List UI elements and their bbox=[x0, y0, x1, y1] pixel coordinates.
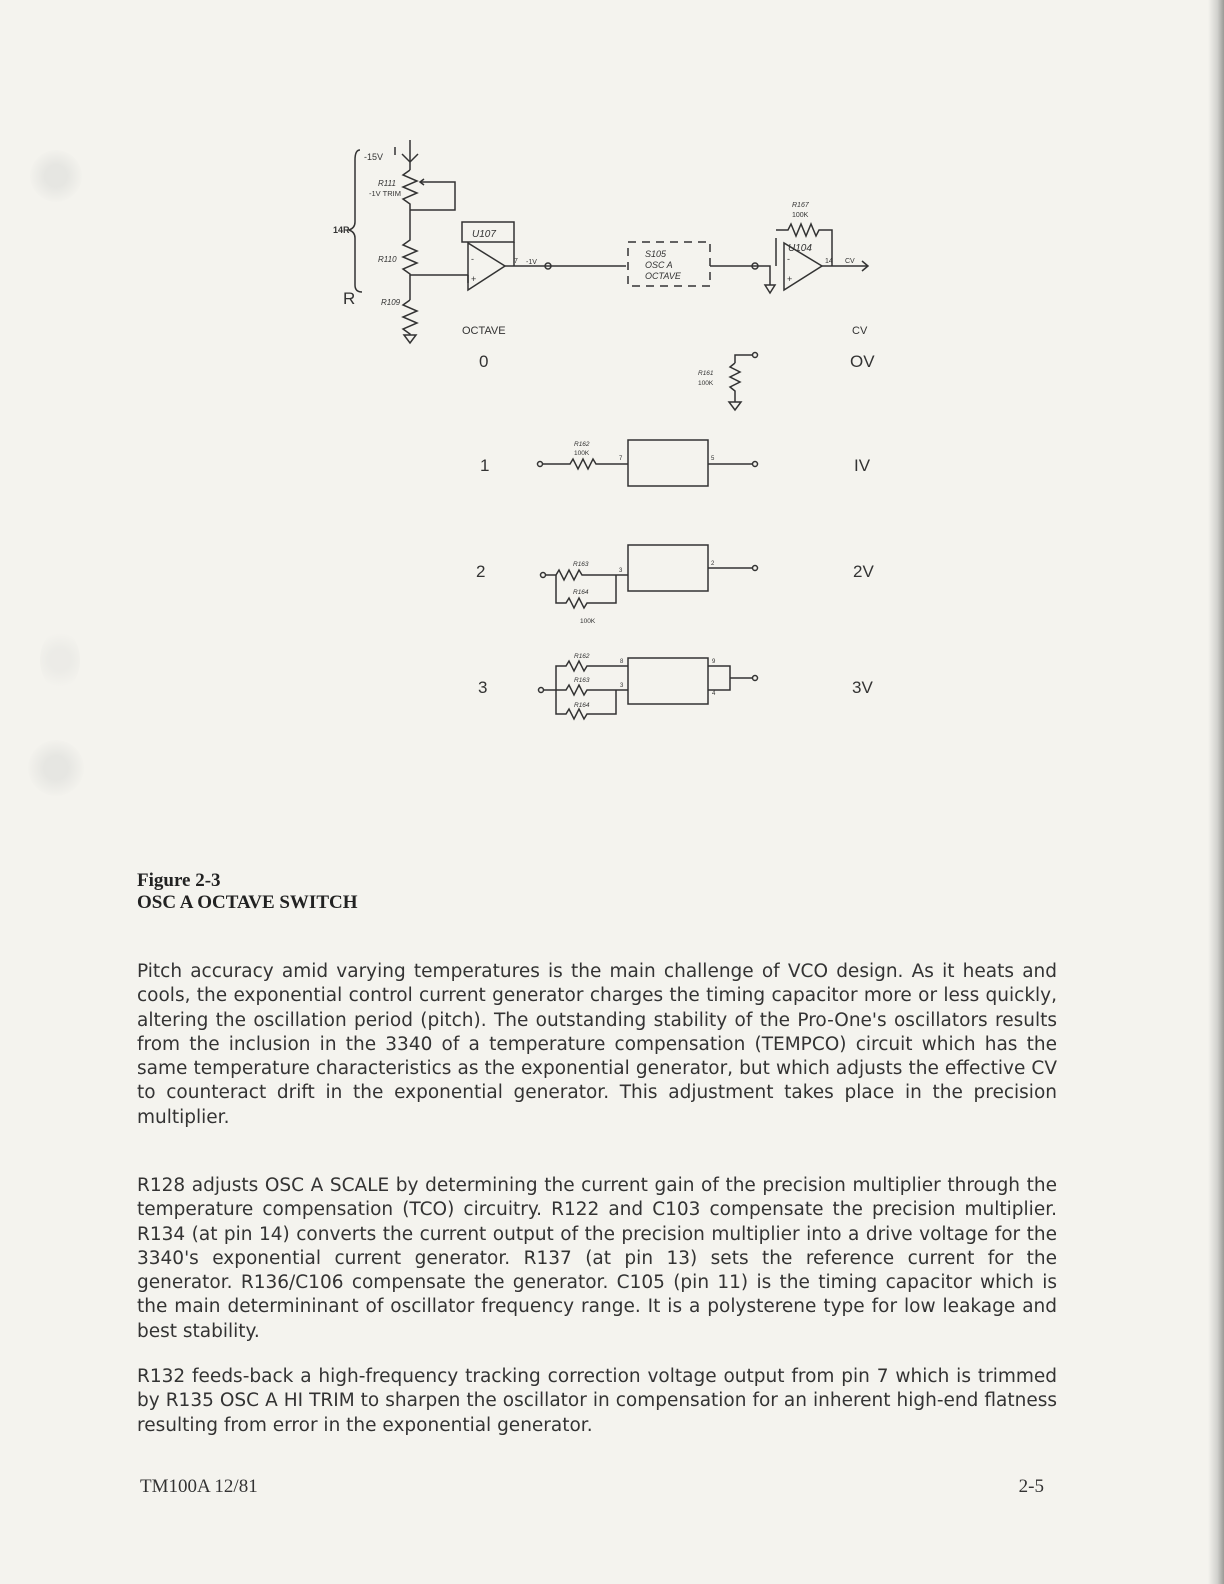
row-1-out-terminal bbox=[753, 462, 758, 467]
r110-label: R110 bbox=[378, 255, 397, 264]
u104-minus: - bbox=[787, 254, 790, 264]
row-3-r163-label: R163 bbox=[574, 677, 590, 684]
row-3-r164-label: R164 bbox=[574, 702, 590, 709]
row-1-pin-7: 7 bbox=[619, 456, 623, 462]
row-2-out-terminal bbox=[753, 566, 758, 571]
figure-title: OSC A OCTAVE SWITCH bbox=[137, 892, 358, 913]
row-2-switch-box bbox=[628, 545, 708, 591]
u104-plus: + bbox=[787, 274, 793, 284]
r161-ground bbox=[729, 402, 741, 410]
row-1-r162-label: R162 bbox=[574, 441, 590, 448]
row-2-r163-label: R163 bbox=[573, 561, 589, 568]
r110-resistor bbox=[403, 215, 417, 300]
row-1-r162 bbox=[543, 459, 628, 469]
brace-14r bbox=[349, 150, 362, 292]
row-3-pin-4: 4 bbox=[712, 691, 716, 697]
row-1-pin-5: 5 bbox=[711, 456, 715, 462]
figure-number: Figure 2-3 bbox=[137, 870, 221, 891]
row-1-octave: 1 bbox=[480, 456, 490, 475]
r167-value: 100K bbox=[792, 212, 809, 219]
brace-label: 14R bbox=[333, 225, 350, 235]
cv-output-label: CV bbox=[845, 258, 855, 265]
row-2-r164-label: R164 bbox=[573, 589, 589, 596]
s105-label-1: S105 bbox=[645, 249, 667, 259]
row-1-r162-value: 100K bbox=[574, 450, 590, 457]
octave-switch-schematic bbox=[0, 0, 1224, 780]
u104-label: U104 bbox=[788, 243, 812, 254]
row-3-r162 bbox=[544, 661, 628, 690]
paragraph-r128: R128 adjusts OSC A SCALE by determining the current gain of the precision multiplier through the temperature compensation (TCO) circuitry. R122 and C103 compensate the precision multiplier. R134 (at pin 14) converts the current output of the precision multiplier into a drive voltage for the 3340's exponential current generator. R137 (at pin 13) sets the reference current for the generator. R136/C106 compensate the generator. C105 (pin 11) is the timing capacitor which is the main determininant of oscillator frequency range. It is a polysterene type for low leakage and best stability. bbox=[137, 1175, 1057, 1342]
row-0-terminal bbox=[753, 353, 758, 358]
cv-header: CV bbox=[852, 325, 868, 337]
footer-page-number: 2-5 bbox=[1018, 1476, 1044, 1497]
row-3-out-wire bbox=[708, 666, 752, 690]
row-1-switch-box bbox=[628, 440, 708, 486]
u107-output-label: -1V bbox=[526, 259, 537, 266]
row-1-cv: IV bbox=[854, 456, 871, 475]
u104-ground bbox=[765, 285, 775, 293]
r111-resistor bbox=[403, 170, 417, 215]
row-3-octave: 3 bbox=[478, 678, 488, 697]
r161-value: 100K bbox=[698, 380, 714, 387]
r167-label: R167 bbox=[792, 202, 809, 209]
paragraph-r132: R132 feeds-back a high-frequency tracking correction voltage output from pin 7 which is trimmed by R135 OSC A HI TRIM to sharpen the oscillator in compensation for an inherent high-end flatness resulting from error in the exponential generator. bbox=[137, 1366, 1057, 1436]
r111-label: R111 bbox=[378, 179, 396, 188]
s105-label-2: OSC A bbox=[645, 260, 673, 270]
u104-pin: 14 bbox=[825, 258, 833, 265]
r111-sub-label: -1V TRIM bbox=[369, 189, 401, 198]
row-2-cv: 2V bbox=[853, 562, 874, 581]
row-3-r163 bbox=[556, 685, 628, 695]
row-3-pin-9: 9 bbox=[712, 659, 716, 665]
u107-input-wire bbox=[410, 275, 468, 283]
r111-wiper bbox=[410, 182, 455, 210]
footer-doc-id: TM100A 12/81 bbox=[140, 1476, 258, 1497]
row-0-octave: 0 bbox=[479, 352, 489, 371]
supply-label: -15V bbox=[364, 152, 384, 162]
ground-symbol bbox=[404, 335, 416, 343]
r161-label: R161 bbox=[698, 370, 714, 377]
u104-input-wire bbox=[710, 266, 770, 285]
row-3-cv: 3V bbox=[852, 678, 873, 697]
paragraph-tempco: Pitch accuracy amid varying temperatures is the main challenge of VCO design. As it heats and cools, the exponential control current generator charges the timing capacitor more or less quickly, altering the oscillation period (pitch). The outstanding stability of the Pro-One's oscillators results from the inclusion in the 3340 of a temperature compensation (TEMPCO) circuit which has the same temperature characteristics as the exponential generator, but which adjusts the effective CV to counteract drift in the exponential generator. This adjustment takes place in the precision multiplier. bbox=[137, 961, 1057, 1128]
octave-header: OCTAVE bbox=[462, 325, 506, 337]
row-3-pin-3: 3 bbox=[620, 683, 624, 689]
row-3-r162-label: R162 bbox=[574, 653, 590, 660]
u107-pin: 7 bbox=[514, 258, 518, 265]
row-1-in-terminal bbox=[538, 462, 543, 467]
row-2-pin-3: 3 bbox=[619, 568, 623, 574]
r-label: R bbox=[343, 289, 356, 308]
r109-label: R109 bbox=[381, 298, 401, 307]
row-0-cv: OV bbox=[850, 352, 875, 371]
u107-label: U107 bbox=[472, 229, 496, 240]
row-2-in-terminal bbox=[541, 573, 546, 578]
row-3-in-terminal bbox=[539, 688, 544, 693]
row-2-pin-2: 2 bbox=[711, 561, 715, 567]
row-3-switch-box bbox=[628, 658, 708, 704]
s105-label-3: OCTAVE bbox=[645, 271, 681, 281]
u107-minus: - bbox=[471, 254, 474, 264]
row-3-pin-8: 8 bbox=[620, 659, 624, 665]
row-2-r164-value: 100K bbox=[580, 618, 596, 625]
row-2-octave: 2 bbox=[476, 562, 486, 581]
u107-plus: + bbox=[471, 274, 477, 284]
r109-resistor bbox=[403, 300, 417, 335]
r161-resistor bbox=[730, 355, 752, 402]
row-3-out-terminal bbox=[753, 676, 758, 681]
